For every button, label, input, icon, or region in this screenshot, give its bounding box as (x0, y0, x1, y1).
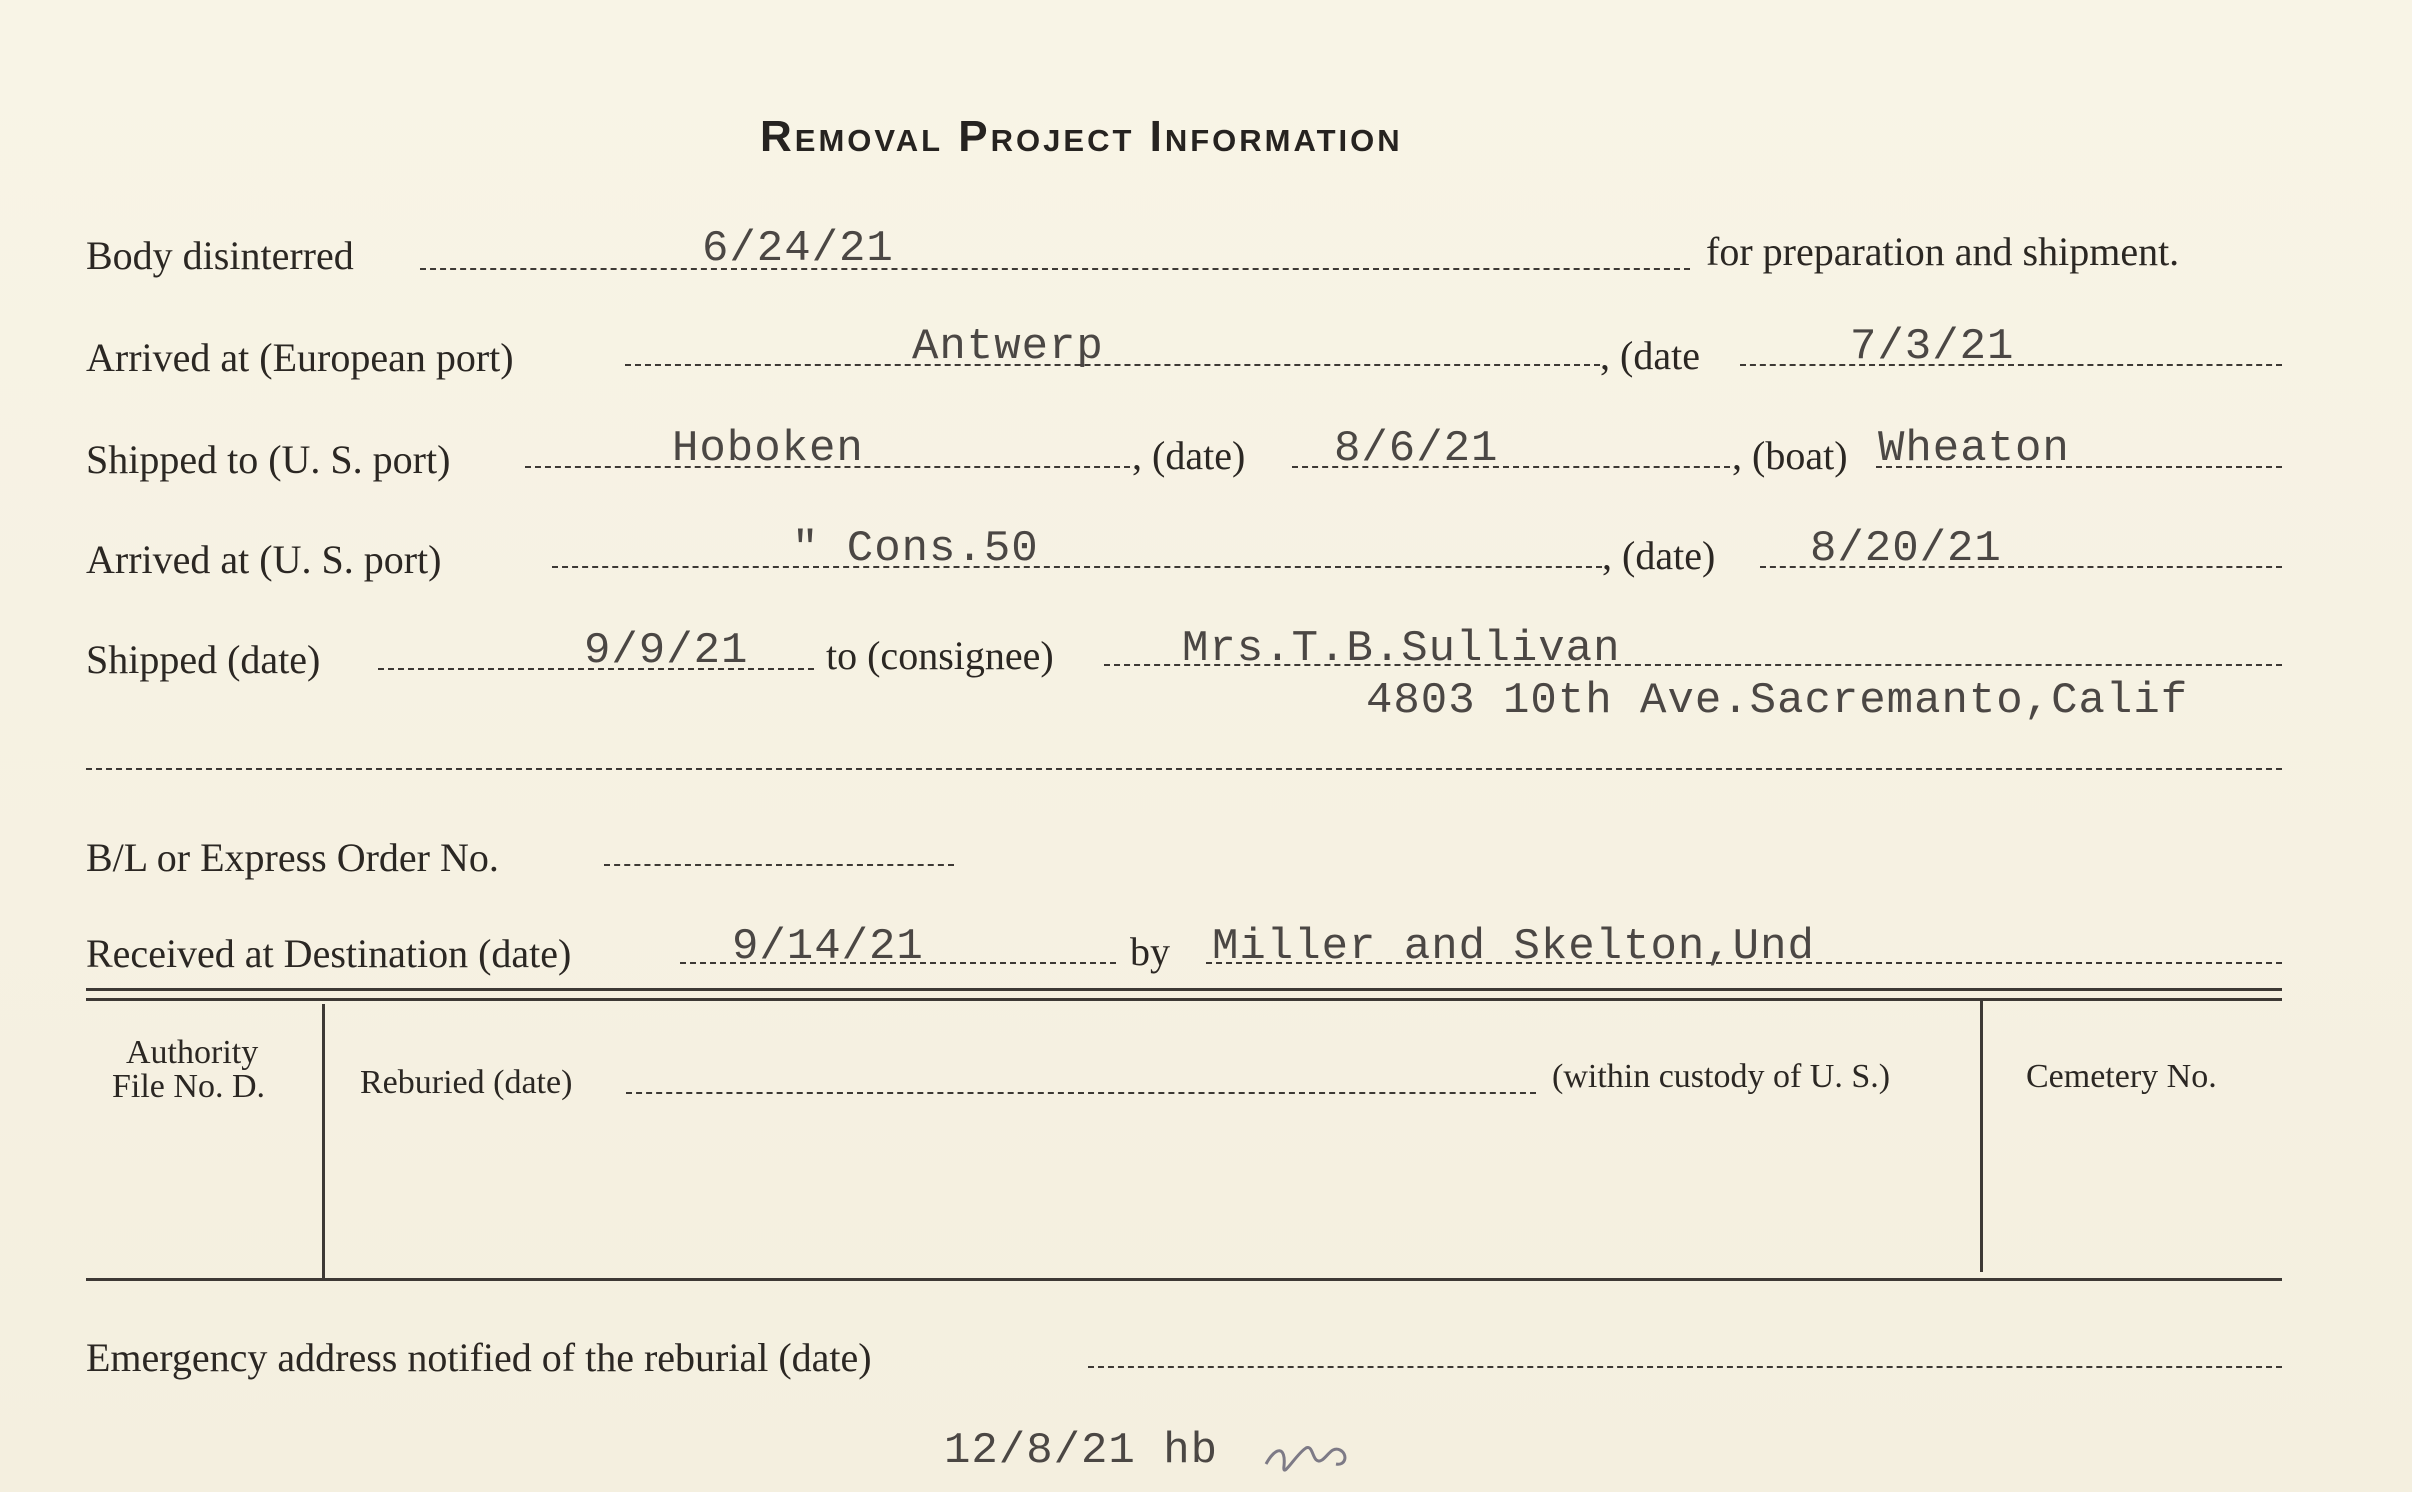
arrived-us-date-label: , (date) (1602, 533, 1716, 578)
authority-label-line2: File No. D. (112, 1068, 265, 1105)
arrived-us-port-line (552, 566, 1602, 568)
european-port-date-label: , (date (1600, 333, 1700, 378)
arrived-us-port-label: Arrived at (U. S. port) (86, 537, 442, 582)
shipped-us-port-value: Hoboken (672, 424, 864, 474)
european-port-line (625, 364, 1600, 366)
custody-label: (within custody of U. S.) (1552, 1058, 1891, 1095)
table-top-rule-2 (86, 998, 2282, 1001)
page-title: Removal Project Information (760, 112, 1403, 161)
european-port-date-value: 7/3/21 (1850, 322, 2015, 372)
arrived-us-date-value: 8/20/21 (1810, 524, 2002, 574)
authority-label-line1: Authority (126, 1034, 259, 1071)
blank-continuation-line (86, 768, 2282, 770)
consignee-label: to (consignee) (826, 633, 1054, 678)
shipped-us-boat-label: , (boat) (1732, 433, 1848, 478)
table-top-rule (86, 988, 2282, 991)
bl-order-label: B/L or Express Order No. (86, 835, 499, 880)
table-bottom-rule (86, 1278, 2282, 1281)
disinterred-value: 6/24/21 (702, 224, 894, 274)
consignee-value: Mrs.T.B.Sullivan (1182, 624, 1621, 674)
disinterred-line (420, 268, 1690, 270)
shipped-us-port-label: Shipped to (U. S. port) (86, 437, 451, 482)
reburied-line (626, 1092, 1536, 1094)
european-port-value: Antwerp (912, 322, 1104, 372)
table-divider-right (1980, 1000, 1983, 1272)
received-by-value: Miller and Skelton,Und (1212, 922, 1815, 972)
cemetery-label: Cemetery No. (2026, 1058, 2217, 1095)
handwritten-initials-mark (1262, 1424, 1362, 1484)
consignee-address: 4803 10th Ave.Sacremanto,Calif (1366, 676, 2189, 726)
disinterred-suffix: for preparation and shipment. (1706, 229, 2180, 274)
emergency-line (1088, 1366, 2282, 1368)
emergency-label: Emergency address notified of the reburial (date) (86, 1335, 872, 1380)
arrived-us-port-value: " Cons.50 (792, 524, 1039, 574)
table-divider-left (322, 1004, 325, 1280)
received-date-value: 9/14/21 (732, 922, 924, 972)
shipped-us-date-value: 8/6/21 (1334, 424, 1499, 474)
shipped-us-boat-value: Wheaton (1878, 424, 2070, 474)
received-label: Received at Destination (date) (86, 931, 572, 976)
shipped-date-label: Shipped (date) (86, 637, 321, 682)
reburied-label: Reburied (date) (360, 1064, 573, 1101)
disinterred-label: Body disinterred (86, 233, 354, 278)
shipped-us-date-label: , (date) (1132, 433, 1246, 478)
footer-note: 12/8/21 hb (944, 1426, 1219, 1476)
european-port-label: Arrived at (European port) (86, 335, 514, 380)
received-by-label: by (1130, 929, 1170, 974)
shipped-date-value: 9/9/21 (584, 626, 749, 676)
bl-order-line (604, 864, 954, 866)
